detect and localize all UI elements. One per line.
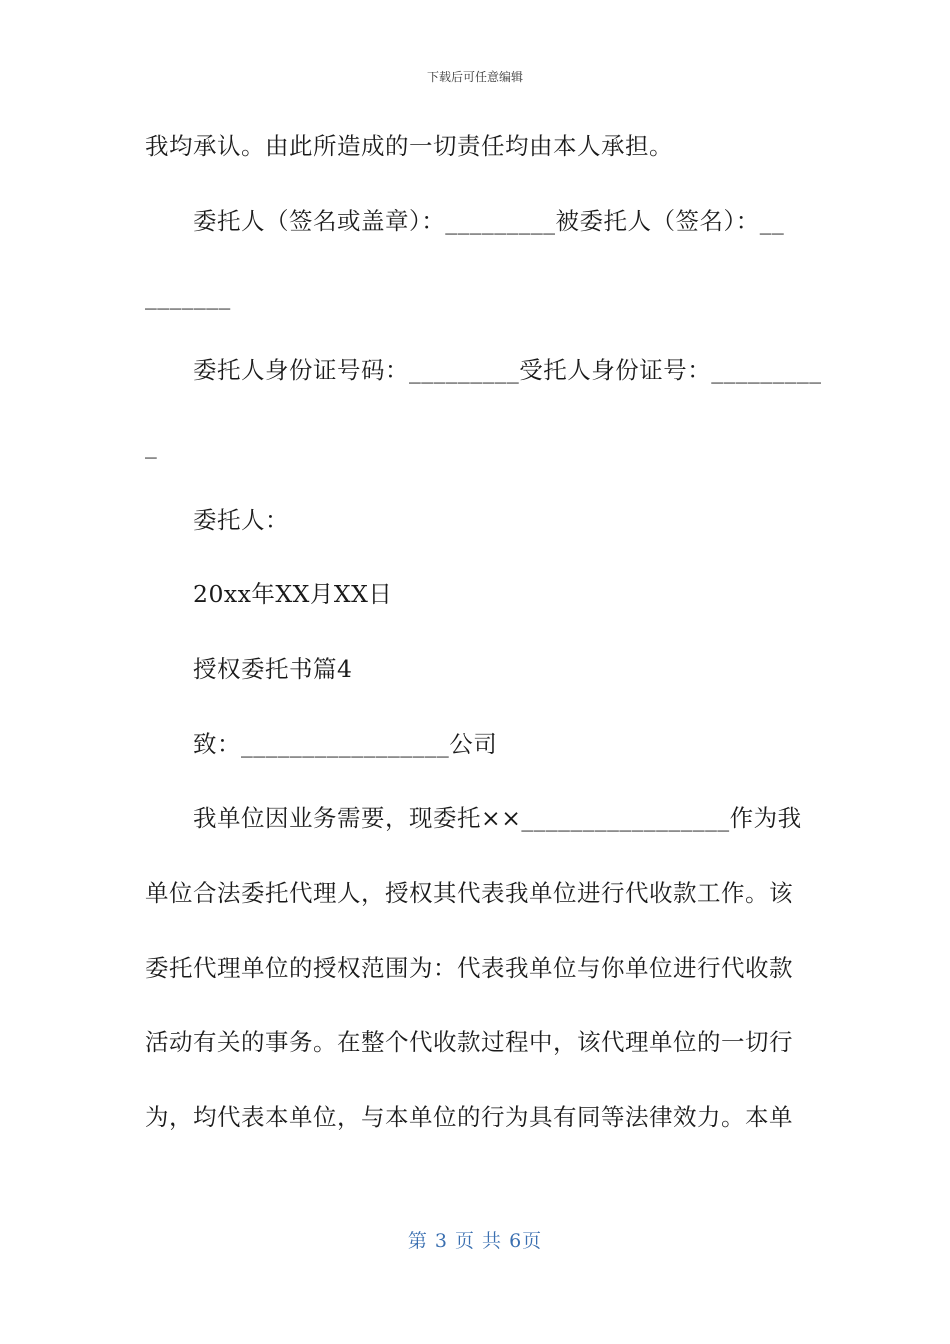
addressee-line: 致：_________________公司 (193, 730, 498, 758)
date-line: 20xx年XX月XX日 (193, 580, 393, 608)
body-paragraph-line-4: 活动有关的事务。在整个代收款过程中，该代理单位的一切行 (145, 1028, 793, 1056)
body-paragraph-line-2: 单位合法委托代理人，授权其代表我单位进行代收款工作。该 (145, 879, 793, 907)
page-footer: 第 3 页 共 6页 (407, 1230, 543, 1252)
page-header: 下载后可任意编辑 (426, 70, 523, 84)
body-paragraph-line-5: 为，均代表本单位，与本单位的行为具有同等法律效力。本单 (145, 1103, 793, 1131)
principal-label: 委托人： (193, 506, 289, 534)
body-line-1: 我均承认。由此所造成的一切责任均由本人承担。 (145, 132, 673, 160)
section-title: 授权委托书篇4 (193, 655, 353, 683)
signature-line: 委托人（签名或盖章）：_________被委托人（签名）：__ (193, 207, 785, 235)
body-paragraph-line-3: 委托代理单位的授权范围为：代表我单位与你单位进行代收款 (145, 954, 793, 982)
body-paragraph-line-1: 我单位因业务需要，现委托××_________________作为我 (193, 804, 802, 832)
id-number-line-continued: _ (145, 431, 158, 459)
id-number-line: 委托人身份证号码：_________受托人身份证号：_________ (193, 356, 822, 384)
signature-line-continued: _______ (145, 282, 231, 310)
